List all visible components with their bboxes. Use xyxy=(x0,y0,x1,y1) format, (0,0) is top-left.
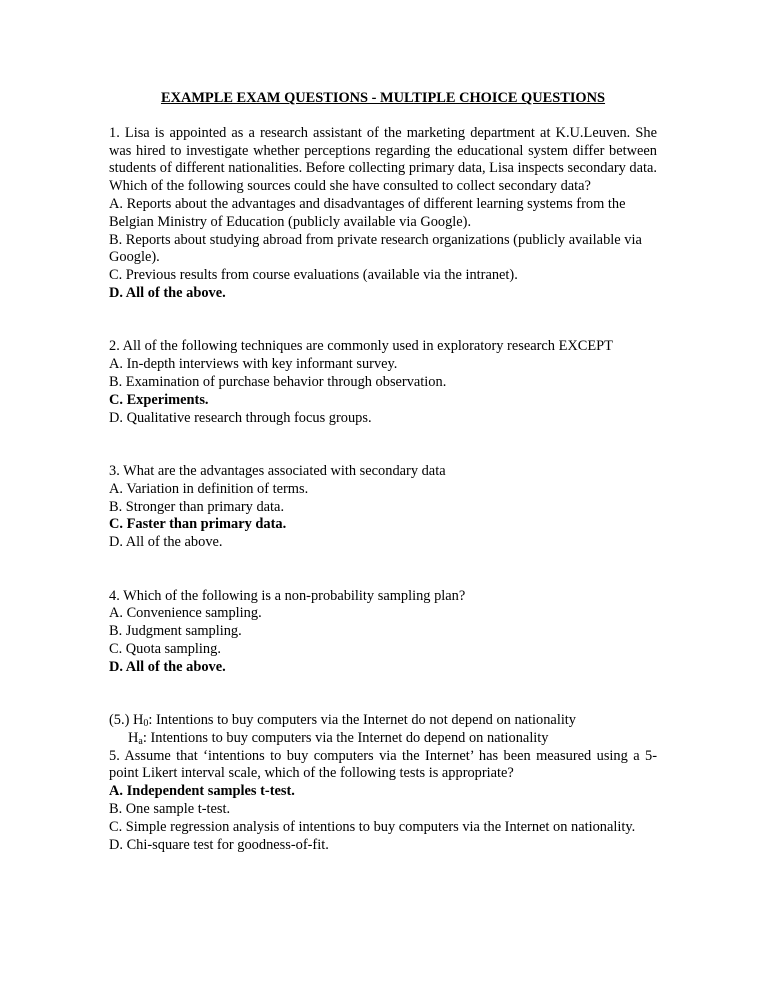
question-1-option-d-correct: D. All of the above. xyxy=(109,284,226,301)
h0-prefix: (5.) H xyxy=(109,712,144,729)
question-1-option-c: C. Previous results from course evaluations (available via the intranet). xyxy=(109,267,518,284)
ha-subscript: a xyxy=(138,735,143,747)
question-4-option-b: B. Judgment sampling. xyxy=(109,623,242,640)
question-3-option-d: D. All of the above. xyxy=(109,534,223,551)
question-4-option-c: C. Quota sampling. xyxy=(109,640,221,657)
question-2 xyxy=(109,338,657,427)
question-1 xyxy=(109,125,657,303)
question-5-alt-hypothesis xyxy=(109,730,657,748)
question-5-null-hypothesis xyxy=(109,712,657,730)
question-3-option-b: B. Stronger than primary data. xyxy=(109,498,285,515)
question-2-option-d: D. Qualitative research through focus groups. xyxy=(109,409,372,426)
question-4 xyxy=(109,588,657,677)
question-2-option-b: B. Examination of purchase behavior through observation. xyxy=(109,373,447,390)
question-2-option-c-correct: C. Experiments. xyxy=(109,391,209,408)
question-2-option-a: A. In-depth interviews with key informant survey. xyxy=(109,356,398,373)
question-4-option-d-correct: D. All of the above. xyxy=(109,658,226,675)
exam-page xyxy=(109,90,657,854)
question-1-option-b: B. Reports about studying abroad from private research organizations (publicly available via Google). xyxy=(109,231,642,266)
question-3-option-a: A. Variation in definition of terms. xyxy=(109,480,309,497)
question-4-option-a: A. Convenience sampling. xyxy=(109,605,262,622)
question-5-option-d: D. Chi-square test for goodness-of-fit. xyxy=(109,836,329,853)
question-4-stem: 4. Which of the following is a non-probability sampling plan? xyxy=(109,587,466,604)
question-5-stem: 5. Assume that ‘intentions to buy computers via the Internet’ has been measured using a 5-point Likert interval scale, which of the following tests is appropriate? xyxy=(109,747,657,782)
question-1-stem: 1. Lisa is appointed as a research assistant of the marketing department at K.U.Leuven. She was hired to investigate whether perceptions regarding the educational system differ between students of different nationalities. Before collecting primary data, Lisa inspects secondary data. Which of the following sources could she have consulted to collect secondary data? xyxy=(109,124,657,195)
question-3-stem: 3. What are the advantages associated with secondary data xyxy=(109,462,446,479)
ha-text: : Intentions to buy computers via the Internet do depend on nationality xyxy=(142,729,549,746)
question-3-option-c-correct: C. Faster than primary data. xyxy=(109,516,287,533)
question-2-stem: 2. All of the following techniques are commonly used in exploratory research EXCEPT xyxy=(109,338,613,355)
ha-prefix: H xyxy=(128,729,139,746)
question-5-option-a-correct: A. Independent samples t-test. xyxy=(109,783,295,800)
question-3 xyxy=(109,463,657,552)
question-5-option-c: C. Simple regression analysis of intentions to buy computers via the Internet on nationality. xyxy=(109,818,636,835)
h0-subscript: 0 xyxy=(143,718,149,730)
question-5 xyxy=(109,712,657,854)
question-1-option-a: A. Reports about the advantages and disadvantages of different learning systems from the Belgian Ministry of Education (publicly available via Google). xyxy=(109,195,626,230)
document-title: EXAMPLE EXAM QUESTIONS - MULTIPLE CHOICE QUESTIONS xyxy=(160,90,606,106)
question-5-option-b: B. One sample t-test. xyxy=(109,801,231,818)
h0-text: : Intentions to buy computers via the Internet do not depend on nationality xyxy=(148,712,577,729)
